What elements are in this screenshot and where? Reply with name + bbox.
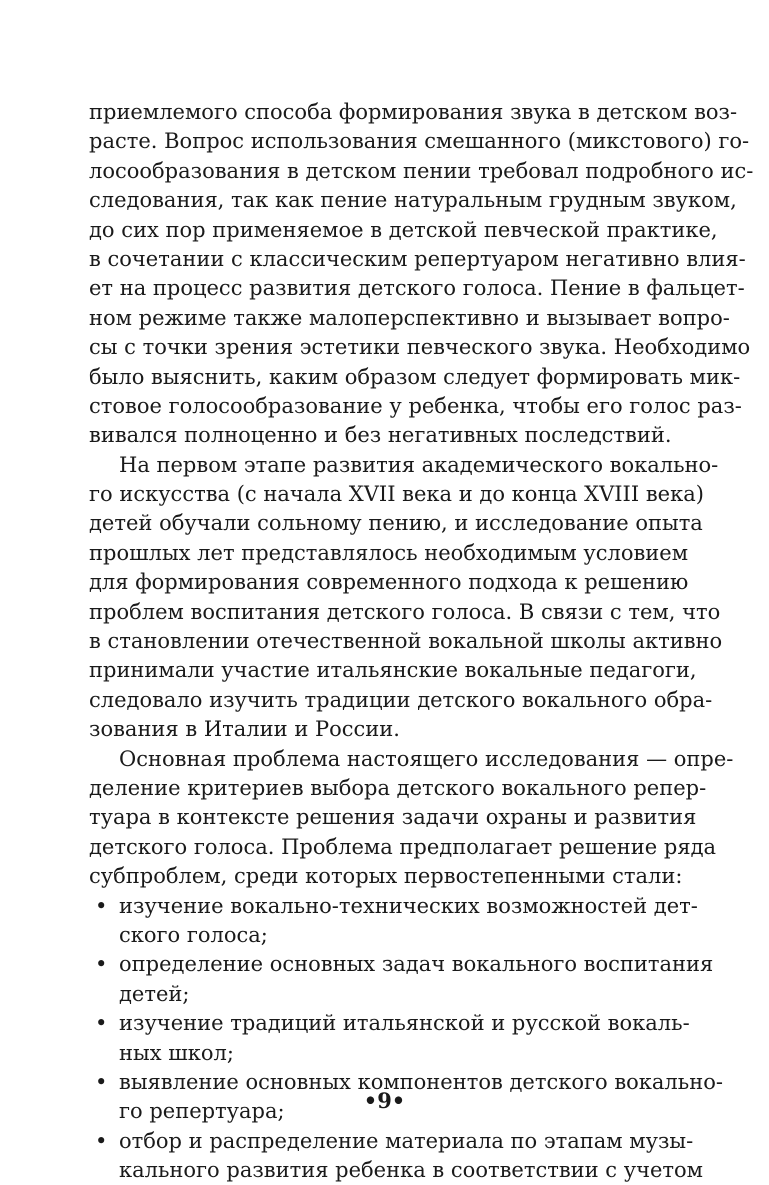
bullet-icon: •: [95, 893, 108, 918]
bullet-icon: •: [95, 1011, 108, 1036]
list-item-text: изучение традиций итальянской и русской вокаль-: [119, 1011, 690, 1036]
text-line: детей обучали сольному пению, и исследование опыта: [89, 511, 703, 536]
list-item-text: отбор и распределение материала по этапам музы-: [119, 1128, 694, 1153]
text-line: до сих пор применяемое в детской певческой практике,: [89, 217, 718, 242]
bullet-icon: •: [95, 952, 108, 977]
text-line: проблем воспитания детского голоса. В связи с тем, что: [89, 599, 721, 624]
text-line: зования в Италии и России.: [89, 717, 400, 742]
list-item-text: изучение вокально-технических возможностей дет-: [119, 893, 698, 918]
text-line: сы с точки зрения эстетики певческого звука. Необходимо: [89, 335, 751, 360]
list-item: [89, 1127, 704, 1185]
text-line: приемлемого способа формирования звука в детском воз-: [89, 100, 738, 124]
list-item-line: [89, 1009, 690, 1038]
text-line: для формирования современного подхода к решению: [89, 570, 689, 595]
bullet-icon: •: [95, 1069, 108, 1094]
text-line: в сочетании с классическим репертуаром негативно влия-: [89, 246, 746, 271]
page-number: •9•: [363, 1088, 406, 1113]
list-item-text: ных школ;: [119, 1040, 234, 1065]
text-line: Основная проблема настоящего исследования — опре-: [119, 746, 734, 771]
text-line: следовало изучить традиции детского вокального обра-: [89, 687, 713, 712]
text-line: вивался полноценно и без негативных последствий.: [89, 423, 672, 448]
text-line: субпроблем, среди которых первостепенными стали:: [89, 864, 683, 889]
text-line: детского голоса. Проблема предполагает решение ряда: [89, 834, 717, 859]
list-item-line: [89, 950, 714, 979]
text-line: принимали участие итальянские вокальные педагоги,: [89, 658, 697, 683]
text-line: прошлых лет представлялось необходимым условием: [89, 540, 689, 565]
paragraph-1: [89, 98, 754, 451]
list-item-text: выявление основных компонентов детского вокально-: [119, 1069, 723, 1094]
paragraph-2: [89, 451, 723, 745]
list-item: [89, 950, 714, 1009]
list-item: [89, 1009, 690, 1068]
list-item-text: ского голоса;: [119, 922, 268, 947]
list-item: [89, 892, 698, 951]
text-line: туара в контексте решения задачи охраны и развития: [89, 805, 697, 830]
paragraph-3: [89, 745, 734, 892]
list-item-line: [89, 892, 698, 921]
text-line: ном режиме также малоперспективно и вызывает вопро-: [89, 305, 730, 330]
text-line: го искусства (с начала XVII века и до конца XVIII века): [89, 482, 704, 507]
bullet-icon: •: [95, 1128, 108, 1153]
list-item-text: определение основных задач вокального воспитания: [119, 952, 714, 977]
text-line: следования, так как пение натуральным грудным звуком,: [89, 188, 737, 213]
text-line: стовое голосообразование у ребенка, чтобы его голос раз-: [89, 393, 742, 418]
text-line: расте. Вопрос использования смешанного (микстового) го-: [89, 129, 750, 154]
list-item-line: [89, 1127, 694, 1156]
text-line: лосообразования в детском пении требовал подробного ис-: [89, 158, 754, 183]
text-line: было выяснить, каким образом следует формировать мик-: [89, 364, 741, 389]
text-line: в становлении отечественной вокальной школы активно: [89, 629, 723, 654]
page-body: [89, 98, 754, 1185]
bullet-list: [89, 892, 723, 1185]
text-line: деление критериев выбора детского вокального репер-: [89, 775, 707, 800]
text-line: ет на процесс развития детского голоса. Пение в фальцет-: [89, 276, 745, 301]
text-line: На первом этапе развития академического вокально-: [119, 452, 719, 477]
list-item-text: детей;: [119, 981, 190, 1006]
list-item-text: го репертуара;: [119, 1099, 285, 1124]
list-item-text: кального развития ребенка в соответствии с учетом: [119, 1158, 704, 1183]
